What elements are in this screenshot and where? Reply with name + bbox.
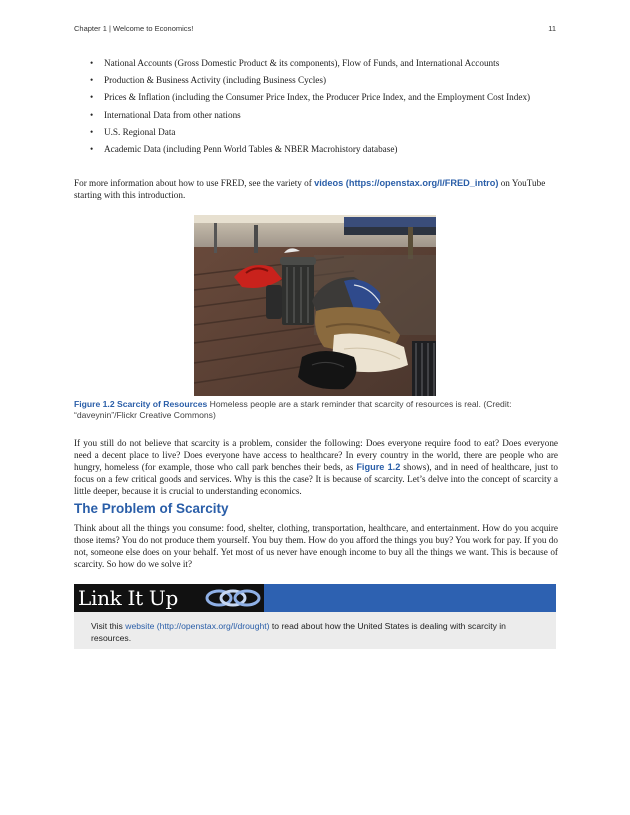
link-it-up-text-before: Visit this (91, 621, 126, 631)
fred-videos-link[interactable]: videos (https://openstax.org/l/FRED_intro) (314, 178, 499, 188)
link-it-up-title: Link It Up (78, 586, 178, 610)
running-title: Chapter 1 | Welcome to Economics! (74, 24, 194, 33)
scarcity-text-before: If you still do not believe that scarcity is a problem, consider the following: Does everyone require food to eat? Does everyone need a decent place to live? Does everyone have access to healthcare? In every country in the world, there are people who are hungry, homeless (for example, those who call park benches their beds, as (74, 438, 558, 472)
figure-reference-link[interactable]: Figure 1.2 (356, 462, 401, 472)
list-item: • National Accounts (Gross Domestic Product & its components), Flow of Funds, and International Accounts (74, 58, 556, 69)
link-it-up-box (74, 584, 556, 649)
scarcity-text-after: shows), and in need of healthcare, just to focus on a few critical goods and services. Why is this the case? It is because of scarcity. Let’s delve into the concept of scarcity a little deeper, because it is crucial to understanding economics. (74, 462, 559, 496)
list-item: • Academic Data (including Penn World Tables & NBER Macrohistory database) (74, 144, 556, 155)
figure-caption (74, 399, 558, 421)
list-item: • International Data from other nations (74, 110, 556, 121)
link-it-up-title-block (74, 584, 264, 612)
homeless-photo (194, 215, 436, 396)
section-heading: The Problem of Scarcity (74, 501, 229, 516)
list-item: • U.S. Regional Data (74, 127, 556, 138)
fred-text-after: on YouTube starting with this introduction. (74, 178, 546, 200)
data-categories-list (74, 58, 556, 161)
link-it-up-content (74, 612, 556, 649)
list-item: • Prices & Inflation (including the Consumer Price Index, the Producer Price Index, and the Employment Cost Index) (74, 92, 556, 103)
fred-paragraph (74, 177, 558, 201)
link-it-up-text-after: to read about how the United States is dealing with scarcity in resources. (91, 621, 506, 643)
page-number: 11 (548, 24, 556, 33)
link-it-up-text (91, 620, 541, 644)
drought-website-link[interactable]: website (http://openstax.org/l/drought) (125, 621, 270, 631)
chain-link-icon (204, 587, 262, 609)
figure-caption-text: Homeless people are a stark reminder that scarcity of resources is real. (Credit: “daveynin”/Flickr Creative Commons) (74, 399, 512, 420)
running-header (74, 24, 556, 33)
section-paragraph: Think about all the things you consume: food, shelter, clothing, transportation, healthcare, and entertainment. How do you acquire those items? You do not produce them yourself. You buy them. How do you afford the things you buy? You work for pay. If you do not, someone else does on your behalf. Yet most of us never have enough income to buy all the things we want. This is because of scarcity. So how do we solve it? (74, 523, 558, 569)
list-item: • Production & Business Activity (including Business Cycles) (74, 75, 556, 86)
scarcity-paragraph (74, 437, 558, 497)
fred-text-before: For more information about how to use FRED, see the variety of (74, 178, 315, 188)
figure-label: Figure 1.2 Scarcity of Resources (74, 399, 208, 409)
